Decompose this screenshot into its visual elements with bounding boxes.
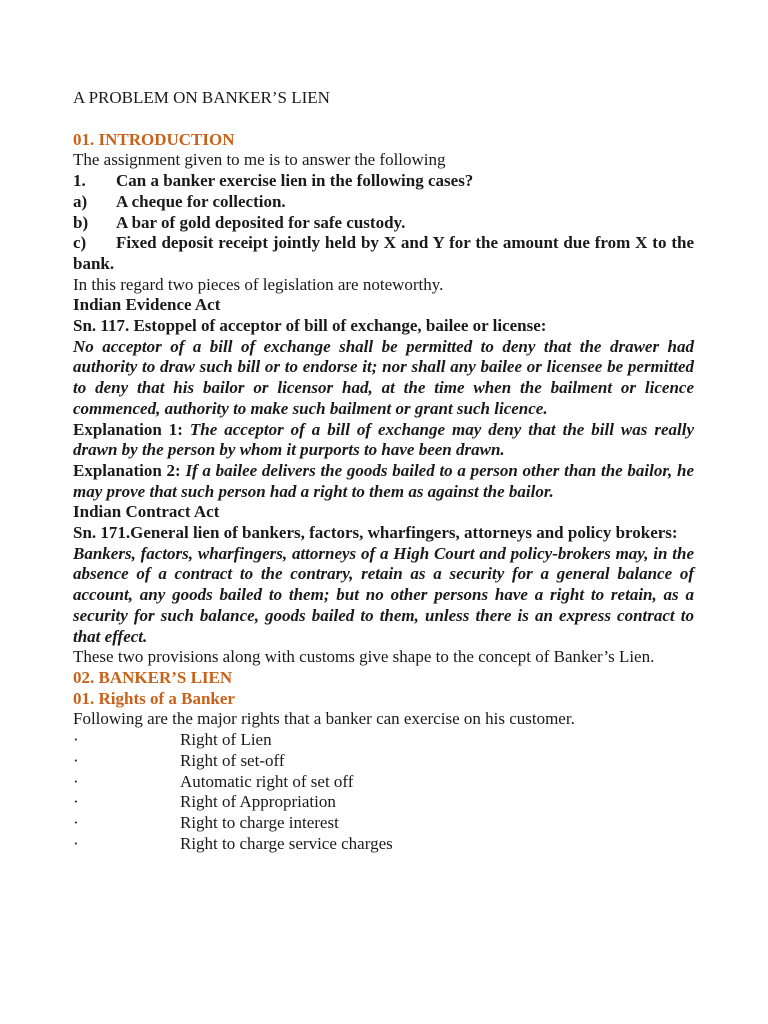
section-171-text: Bankers, factors, wharfingers, attorneys of a High Court and policy-brokers may, in the absence of a contract to the contrary, retain as a security for a general balance of account, any goods bailed to them; but no other persons have a right to retain, as a security for such balance, goods bailed to them, unless there is an express contract to that effect. [73,543,694,646]
case-text: A bar of gold deposited for safe custody. [116,212,406,232]
section-171-heading: Sn. 171.General lien of bankers, factors, wharfingers, attorneys and policy brokers: [73,523,678,543]
list-item [73,834,694,855]
right-label: Right to charge service charges [180,833,393,853]
rights-of-banker-subheading: 01. Rights of a Banker [73,688,235,708]
explanation-2-label: Explanation 2: [73,460,181,480]
bullet-dot: · [73,771,79,791]
case-label: a) [73,191,88,211]
right-label: Right of Lien [180,730,272,750]
section-117-text: No acceptor of a bill of exchange shall be permitted to deny that the drawer had authority to draw such bill or to endorse it; nor shall any bailee or licensee be permitted to deny that his bailor or licensor had, at the time when the bailment or licence commenced, authority to make such bailment or grant such licence. [73,336,694,418]
document-title: A PROBLEM ON BANKER’S LIEN [73,88,330,107]
rights-intro: Following are the major rights that a banker can exercise on his customer. [73,709,575,729]
question-text: Can a banker exercise lien in the following cases? [116,171,474,191]
list-item [73,772,694,793]
bullet-dot: · [73,833,79,853]
bullet-dot: · [73,750,79,770]
case-text: A cheque for collection. [116,191,286,211]
explanation-1-text: The acceptor of a bill of exchange may deny that the bill was really drawn by the person by whom it purports to have been drawn. [73,419,694,460]
list-item [73,730,694,751]
bullet-dot: · [73,812,79,832]
list-item [73,792,694,813]
right-label: Right of Appropriation [180,792,336,812]
case-a [73,192,694,213]
bullet-dot: · [73,792,79,812]
contract-act-title: Indian Contract Act [73,502,220,522]
right-label: Right of set-off [180,750,285,770]
case-c [73,233,694,274]
case-b [73,213,694,234]
explanation-1 [73,420,694,461]
explanation-2 [73,461,694,502]
question-number: 1. [73,171,86,191]
list-item [73,751,694,772]
right-label: Automatic right of set off [180,771,354,791]
case-label: c) [73,233,87,253]
evidence-act-title: Indian Evidence Act [73,295,221,315]
legislation-note: In this regard two pieces of legislation are noteworthy. [73,274,444,294]
rights-list [73,730,694,854]
explanation-1-label: Explanation 1: [73,419,183,439]
right-label: Right to charge interest [180,812,339,832]
bankers-lien-heading: 02. BANKER’S LIEN [73,667,233,687]
assignment-intro: The assignment given to me is to answer the following [73,150,446,170]
bullet-dot: · [73,730,79,750]
list-item [73,813,694,834]
section-117-heading: Sn. 117. Estoppel of acceptor of bill of exchange, bailee or license: [73,316,547,336]
question-1 [73,171,694,192]
introduction-heading: 01. INTRODUCTION [73,129,235,149]
explanation-2-text: If a bailee delivers the goods bailed to a person other than the bailor, he may prove that such person had a right to them as against the bailor. [73,460,695,501]
provisions-note: These two provisions along with customs give shape to the concept of Banker’s Lien. [73,647,655,667]
case-text: Fixed deposit receipt jointly held by X and Y for the amount due from X to the bank. [73,233,694,273]
case-label: b) [73,212,89,232]
